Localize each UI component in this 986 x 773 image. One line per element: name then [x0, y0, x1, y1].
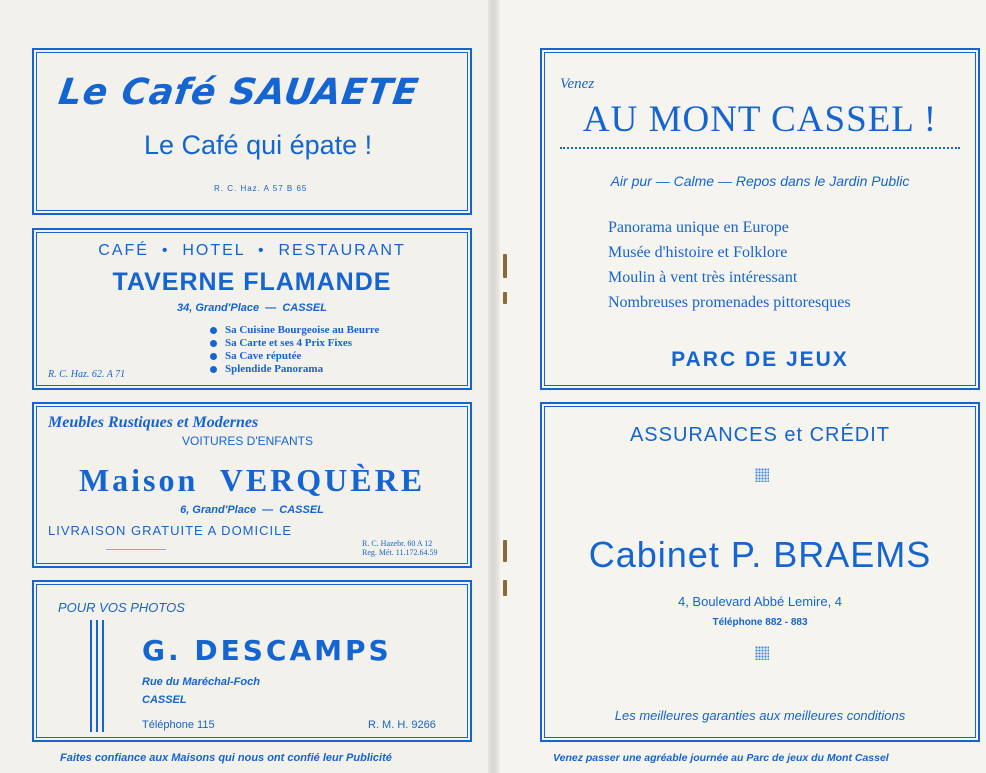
mont-cassel-ad — [540, 48, 980, 390]
verquere-rc2: Reg. Mét. 11.172.64.59 — [362, 548, 438, 557]
dot-ornament — [755, 646, 769, 660]
left-footer: Faites confiance aux Maisons qui nous ont confié leur Publicité — [60, 752, 392, 764]
feature-item: Splendide Panorama — [210, 363, 379, 376]
taverne-features — [210, 324, 379, 376]
list-item: Musée d'histoire et Folklore — [608, 244, 788, 261]
verquere-address: 6, Grand'Place — CASSEL — [180, 504, 324, 516]
list-item: Panorama unique en Europe — [608, 219, 789, 236]
attractions-list — [608, 215, 851, 315]
parc-de-jeux: PARC DE JEUX — [671, 348, 849, 371]
braems-ad — [540, 402, 980, 742]
divider — [106, 549, 166, 550]
meubles-line: Meubles Rustiques et Modernes — [48, 414, 259, 431]
list-item: Nombreuses promenades pittoresques — [608, 294, 851, 311]
staple — [503, 254, 507, 278]
descamps-name: G. DESCAMPS — [142, 634, 392, 667]
verquere-delivery: LIVRAISON GRATUITE A DOMICILE — [48, 523, 293, 538]
right-page — [493, 0, 986, 773]
maison-verquere-ad — [32, 402, 472, 568]
descamps-ad — [32, 580, 472, 742]
feature-item: Sa Cuisine Bourgeoise au Beurre — [210, 324, 379, 337]
taverne-address: 34, Grand'Place — CASSEL — [177, 302, 327, 314]
feature-item: Sa Carte et ses 4 Prix Fixes — [210, 337, 379, 350]
taverne-flamande-ad — [32, 228, 472, 390]
cafe-title: Le Café SAUAETE — [56, 72, 422, 113]
braems-phone: Téléphone 882 - 883 — [712, 617, 808, 628]
assurances-header: ASSURANCES et CRÉDIT — [629, 424, 891, 446]
verquere-name: Maison VERQUÈRE — [78, 462, 426, 498]
verquere-rc1: R. C. Hazebr. 60 A 12 — [362, 539, 433, 548]
feature-item: Sa Cave réputée — [210, 350, 379, 363]
taverne-header: CAFÉ • HOTEL • RESTAURANT — [98, 242, 406, 259]
descamps-phone: Téléphone 115 — [142, 719, 215, 731]
descamps-rm: R. M. H. 9266 — [368, 719, 436, 731]
vertical-rules — [90, 620, 104, 732]
descamps-street: Rue du Maréchal-Foch — [142, 676, 260, 688]
braems-slogan: Les meilleures garanties aux meilleures conditions — [614, 708, 906, 723]
mont-cassel-title: AU MONT CASSEL ! — [582, 99, 938, 140]
dot-ornament — [755, 468, 769, 482]
cafe-sauaete-ad — [32, 48, 472, 215]
braems-name: Cabinet P. BRAEMS — [588, 534, 932, 575]
staple — [503, 292, 507, 304]
dotted-rule — [560, 147, 960, 149]
descamps-city: CASSEL — [142, 694, 187, 706]
braems-address: 4, Boulevard Abbé Lemire, 4 — [677, 594, 843, 609]
venez-text: Venez — [560, 76, 595, 92]
cafe-rc: R. C. Haz. A 57 B 65 — [214, 184, 308, 193]
staple — [503, 540, 507, 562]
photos-header: POUR VOS PHOTOS — [58, 600, 185, 615]
right-footer: Venez passer une agréable journée au Parc de jeux du Mont Cassel — [553, 752, 889, 764]
staple — [503, 580, 507, 596]
cafe-slogan: Le Café qui épate ! — [144, 130, 373, 160]
list-item: Moulin à vent très intéressant — [608, 269, 798, 286]
page-fold — [488, 0, 500, 773]
voitures-line: VOITURES D'ENFANTS — [182, 434, 313, 448]
taverne-rc: R. C. Haz. 62. A 71 — [48, 369, 126, 380]
taverne-name: TAVERNE FLAMANDE — [112, 268, 392, 296]
tagline: Air pur — Calme — Repos dans le Jardin Public — [610, 173, 910, 189]
